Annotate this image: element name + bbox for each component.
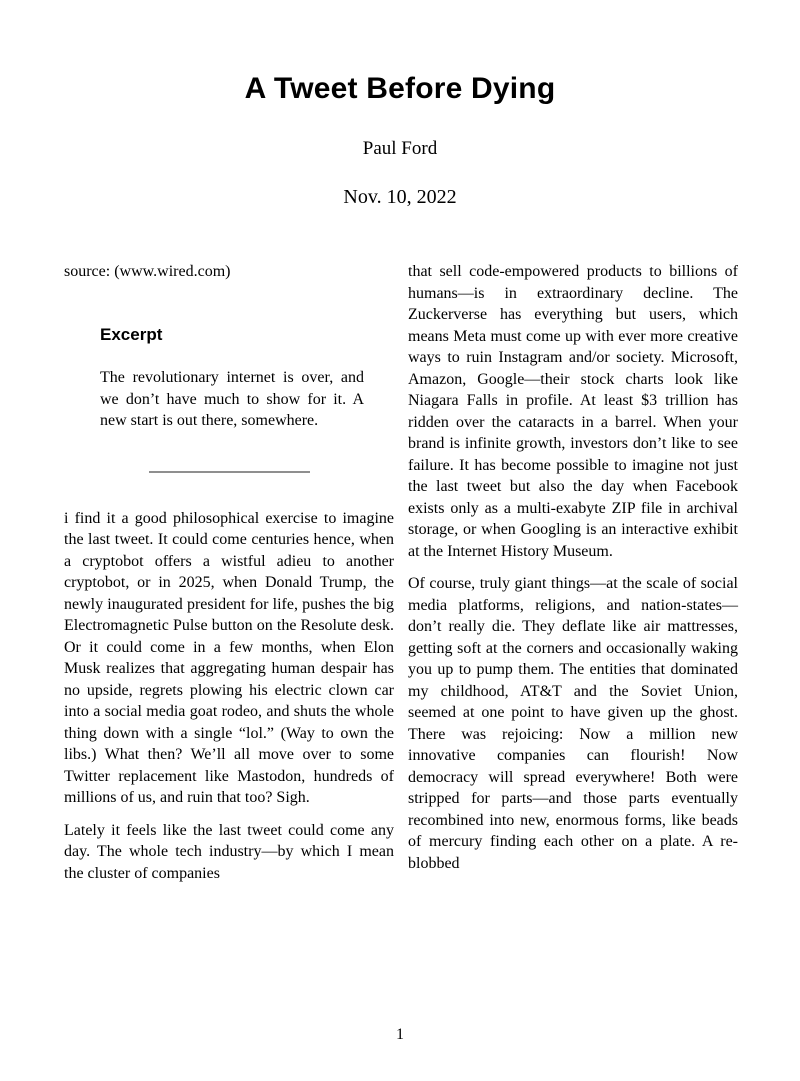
body-paragraph: that sell code-empowered products to billions of humans—is in extraordinary decline. The Zuckerverse has everything but users, which means Meta must come up with ever more creative ways to ruin Instagram and/or society. Microsoft, Amazon, Google—their stock charts look like Niagara Falls in profile. At least $3 trillion has ridden over the cataracts in a barrel. When your brand is infinite growth, investors don’t like to see failure. It has become possible to imagine not just the last tweet but also the day when Facebook exists only as a multi-exabyte ZIP file in archival storage, or when Googling is an interactive exhibit at the Internet History Museum. — [408, 263, 738, 560]
date: Nov. 10, 2022 — [343, 186, 457, 208]
excerpt-block — [100, 324, 364, 432]
author: Paul Ford — [362, 138, 438, 159]
page-number: 1 — [396, 1026, 404, 1043]
body-paragraph: i find it a good philosophical exercise to imagine the last tweet. It could come centuries hence, when a cryptobot offers a wistful adieu to another cryptobot, or in 2025, when Donald Trump, the newly inaugurated president for life, pushes the big Electromagnetic Pulse button on the Resolute desk. Or it could come in a few months, when Elon Musk realizes that aggregating human despair has no upside, regrets plowing his electric clown car into a social media goat rodeo, and shuts the whole thing down with a single “lol.” (Way to own the libs.) What then? We’ll all move over to some Twitter replacement like Mastodon, hundreds of millions of us, and ruin that too? Sigh. — [64, 509, 394, 806]
divider-rule — [149, 471, 310, 473]
excerpt-text: The revolutionary internet is over, and we don’t have much to show for it. A new start is out there, somewhere. — [100, 369, 364, 429]
source-line: source: (www.wired.com) — [64, 263, 231, 280]
document-header — [0, 0, 800, 209]
left-column — [64, 261, 394, 884]
body-paragraph: Of course, truly giant things—at the scale of social media platforms, religions, and nation-states—don’t really die. They deflate like air mattresses, getting soft at the corners and occasionally waking you up to pump them. The entities that dominated my childhood, AT&T and the Soviet Union, seemed at one point to have given up the ghost. There was rejoicing: Now a million new innovative companies can flourish! Now democracy will spread everywhere! Both were stripped for parts—and those parts eventually recombined into new, enormous forms, like beads of mercury finding each other on a plate. A re-blobbed — [408, 575, 738, 872]
page-title: A Tweet Before Dying — [244, 72, 556, 105]
right-column — [408, 261, 738, 884]
two-column-body — [0, 261, 800, 884]
body-paragraph: Lately it feels like the last tweet could come any day. The whole tech industry—by which I mean the cluster of companies — [64, 821, 394, 882]
excerpt-heading: Excerpt — [100, 325, 163, 344]
